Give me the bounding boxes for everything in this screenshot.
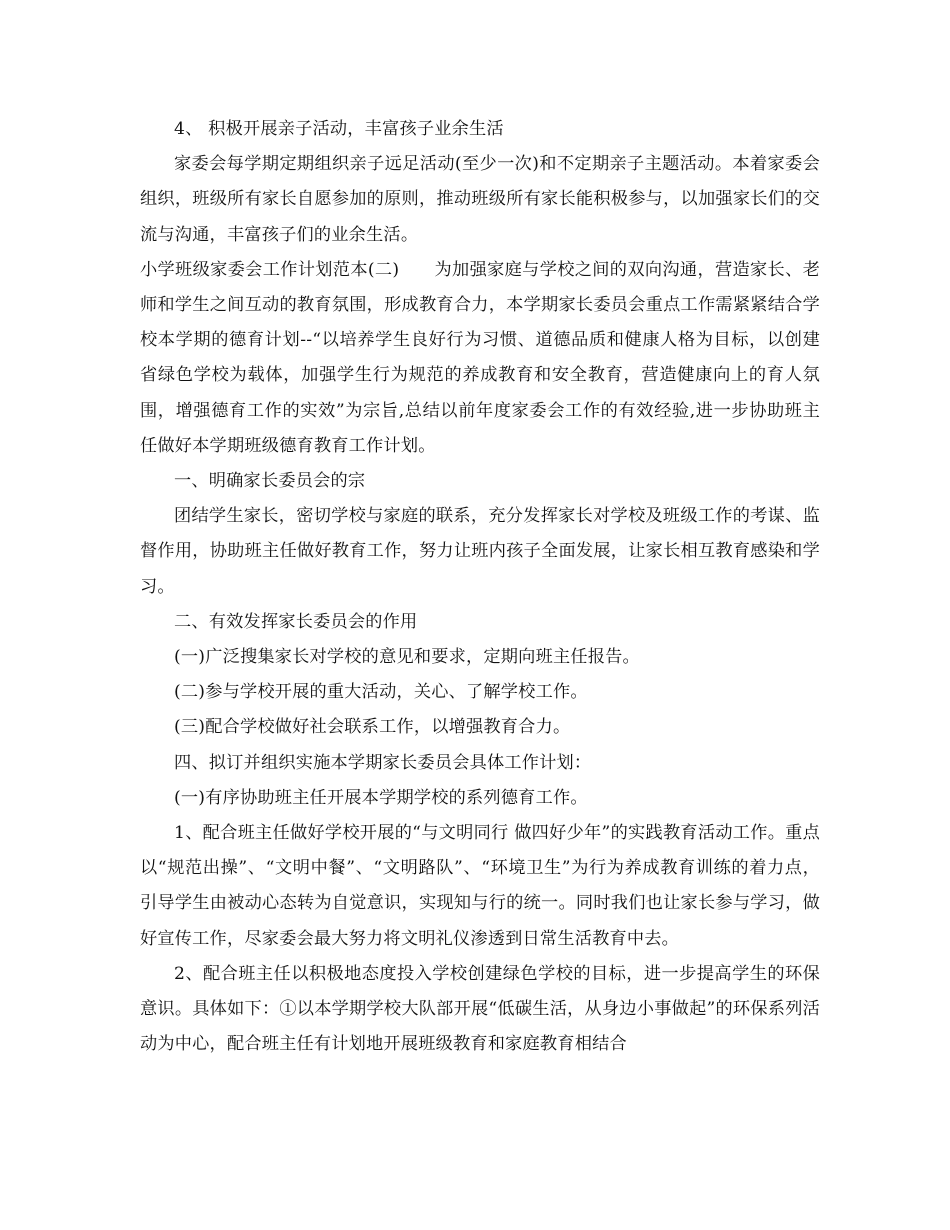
paragraph-2: 家委会每学期定期组织亲子远足活动(至少一次)和不定期亲子主题活动。本着家委会组织，班级所有家长自愿参加的原则，推动班级所有家长能积极参与，以加强家长们的交流与沟通，丰富孩子们的业余生活。 [140, 154, 820, 245]
paragraph-12: 1、配合班主任做好学校开展的“与文明同行 做四好少年”的实践教育活动工作。重点以“规范出操”、“文明中餐”、“文明路队”、“环境卫生”为行为养成教育训练的着力点，引导学生由被动心态转为自觉意识，实现知与行的统一。同时我们也让家长参与学习，做好宣传工作，尽家委会最大努力将文明礼仪渗透到日常生活教育中去。 [140, 823, 820, 949]
document-body [140, 112, 820, 1062]
paragraph-4: 一、明确家长委员会的宗 [174, 471, 366, 492]
paragraph-13: 2、配合班主任以积极地态度投入学校创建绿色学校的目标，进一步提高学生的环保意识。具体如下：①以本学期学校大队部开展“低碳生活，从身边小事做起”的环保系列活动为中心，配合班主任有计划地开展班级教育和家庭教育相结合 [140, 963, 820, 1055]
paragraph-11: (一)有序协助班主任开展本学期学校的系列德育工作。 [174, 787, 588, 808]
paragraph-8: (二)参与学校开展的重大活动，关心、了解学校工作。 [174, 682, 588, 703]
paragraph-9: (三)配合学校做好社会联系工作，以增强教育合力。 [174, 717, 571, 738]
paragraph-1: 4、 积极开展亲子活动，丰富孩子业余生活 [174, 119, 504, 139]
paragraph-5: 团结学生家长，密切学校与家庭的联系，充分发挥家长对学校及班级工作的考谋、监督作用，协助班主任做好教育工作，努力让班内孩子全面发展，让家长相互教育感染和学习。 [140, 506, 820, 597]
paragraph-3: 小学班级家委会工作计划范本(二) 为加强家庭与学校之间的双向沟通，营造家长、老师和学生之间互动的教育氛围，形成教育合力，本学期家长委员会重点工作需紧紧结合学校本学期的德育计划--“以培养学生良好行为习惯、道德品质和健康人格为目标，以创建省绿色学校为载体，加强学生行为规范的养成教育和安全教育，营造健康向上的育人氛围，增强德育工作的实效”为宗旨,总结以前年度家委会工作的有效经验,进一步协助班主任做好本学期班级德育教育工作计划。 [140, 259, 820, 456]
paragraph-10: 四、拟订并组织实施本学期家长委员会具体工作计划： [174, 752, 592, 773]
paragraph-7: (一)广泛搜集家长对学校的意见和要求，定期向班主任报告。 [174, 647, 640, 668]
paragraph-6: 二、有效发挥家长委员会的作用 [174, 611, 418, 632]
